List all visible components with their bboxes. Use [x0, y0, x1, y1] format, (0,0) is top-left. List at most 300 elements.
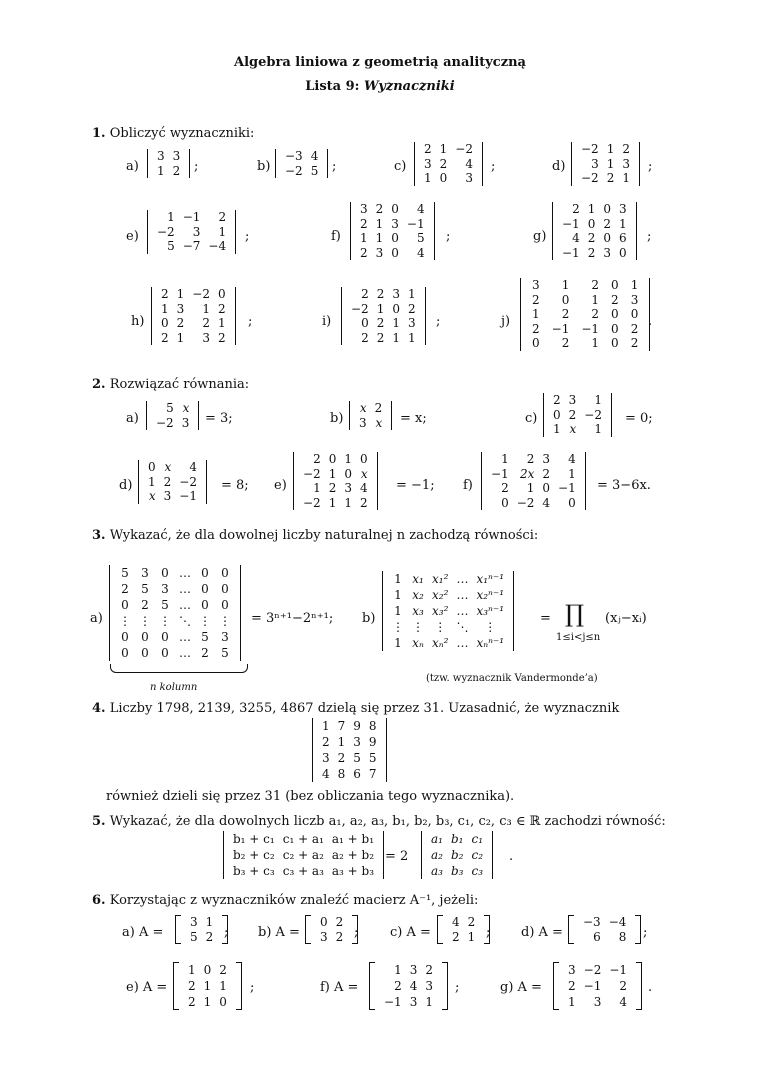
matrix-cell: 1 [176, 287, 185, 301]
matrix-cell: 0 [219, 995, 227, 1009]
matrix-cell: 6 [353, 767, 361, 781]
label-3a: a) [90, 611, 103, 626]
matrix-cell: 0 [391, 245, 399, 260]
matrix-cell: 2 [526, 452, 535, 466]
matrix-cell: 1 [424, 171, 432, 185]
rhs-2f: = 3−6x. [597, 478, 651, 493]
matrix-cell: 2 [587, 245, 596, 260]
matrix-cell: 2 [439, 156, 448, 171]
matrix-cell: −1 [551, 321, 570, 336]
matrix-cell: 2 [591, 307, 600, 321]
det-3a [109, 565, 241, 661]
separator: . [648, 980, 653, 995]
matrix-cell: 1 [376, 301, 385, 316]
matrix-cell: 2 [176, 316, 185, 330]
matrix-cell: x₂ⁿ⁻¹ [476, 588, 505, 602]
matrix-cell: a₂ + b₂ [331, 848, 375, 862]
matrix-cell: 4 [568, 452, 576, 466]
label-6a: a) A = [122, 925, 164, 940]
matrix-cell: 1 [167, 210, 175, 224]
matrix-cell: 8 [368, 719, 377, 733]
matrix-cell: 2 [553, 393, 561, 407]
matrix-cell: 2 [328, 481, 337, 495]
det-2c [543, 393, 612, 437]
label-2b: b) [330, 411, 344, 426]
matrix-cell: 2 [568, 979, 576, 993]
matrix-cell: 0 [361, 316, 369, 330]
matrix-cell: 2 [360, 216, 368, 231]
matrix-cell: 0 [618, 245, 627, 260]
page-subtitle [0, 79, 760, 94]
matrix-cell: 0 [201, 598, 209, 612]
matrix-cell: 4 [416, 245, 425, 260]
matrix-cell: 3 [190, 915, 198, 929]
matrix-cell: 2 [217, 330, 226, 345]
matrix-cell: 0 [611, 307, 619, 321]
matrix-cell: −7 [182, 239, 201, 253]
separator: ; [245, 229, 250, 244]
matrix-cell: −4 [608, 915, 627, 929]
matrix-cell: 1 [587, 202, 596, 216]
matrix-cell: 1 [148, 474, 156, 489]
problem-3-text: Wykazać, że dla dowolnej liczby naturalnej n zachodzą równości: [109, 528, 539, 543]
matrix-cell: 3 [568, 393, 577, 407]
matrix-cell: c₃ + a₃ [282, 864, 324, 878]
matrix-cell: −2 [285, 163, 303, 178]
matrix-cell: 2 [452, 929, 460, 944]
separator: ; [486, 925, 491, 940]
matrix-cell: 2 [591, 278, 600, 292]
matrix-cell: 1 [630, 278, 639, 292]
label-1d: d) [552, 159, 566, 174]
matrix-cell: 2 [188, 995, 196, 1009]
matrix-cell: 4 [572, 231, 580, 245]
matrix-cell: 3 [407, 316, 416, 330]
matrix-cell: 1 [360, 231, 368, 245]
problem-6-text: Korzystając z wyznaczników znaleźć macierz A⁻¹, jeżeli: [109, 893, 479, 908]
product-subscript: 1≤i<j≤n [556, 632, 601, 643]
matrix-cell: 4 [189, 460, 197, 474]
matrix-cell: … [456, 588, 469, 602]
matrix-cell: −2 [303, 466, 321, 481]
matrix-cell: 3 [221, 630, 229, 644]
matrix-cell: 1 [606, 156, 615, 171]
matrix-cell: 2 [603, 216, 611, 231]
matrix-cell: 2 [561, 336, 570, 350]
matrix-cell: 0 [587, 216, 596, 231]
matrix-cell: 0 [561, 292, 570, 307]
matrix-cell: 1 [205, 915, 214, 929]
matrix-cell: 5 [221, 646, 229, 660]
matrix-cell: −2 [581, 142, 599, 156]
matrix-cell: b₂ + c₂ [233, 848, 275, 862]
matrix-cell: 0 [630, 307, 639, 321]
matrix-cell: 2 [467, 915, 476, 929]
matrix-cell: 0 [121, 646, 129, 660]
matrix-cell: x₁² [432, 572, 449, 586]
matrix-cell: c₂ + a₂ [282, 848, 324, 862]
matrix-cell: 2 [361, 287, 369, 301]
matrix-cell: 1 [392, 316, 400, 330]
matrix-cell: 3 [141, 566, 149, 580]
matrix-cell: ⋮ [139, 614, 151, 628]
matrix-cell: 2 [619, 979, 628, 993]
separator: ; [224, 925, 229, 940]
matrix-cell: 5 [368, 751, 377, 765]
product-symbol: ∏ [565, 600, 585, 628]
matrix-cell: 2 [188, 979, 196, 993]
matrix-cell: 5 [121, 566, 129, 580]
matrix-cell: … [456, 604, 469, 618]
label-1c: c) [394, 159, 407, 174]
problem-3-header [92, 528, 538, 543]
matrix-cell: 1 [594, 393, 602, 407]
det-1h [151, 287, 236, 345]
underbrace-label: n kolumn [150, 682, 198, 693]
matrix-cell: 2 [121, 582, 129, 596]
label-2d: d) [119, 478, 133, 493]
matrix-cell: 0 [201, 582, 209, 596]
separator: ; [455, 980, 460, 995]
matrix-cell: 3 [163, 489, 172, 503]
matrix-cell: a₁ + b₁ [331, 832, 375, 846]
matrix-cell: 3 [344, 481, 352, 495]
matrix-cell: 2 [374, 401, 383, 415]
label-2c: c) [525, 411, 538, 426]
matrix-cell: 5 [141, 582, 149, 596]
matrix-cell: −1 [558, 481, 576, 495]
matrix-cell: 3 [542, 452, 551, 466]
matrix-cell: 2 [359, 495, 368, 510]
matrix-cell: 1 [176, 330, 185, 345]
det-1e [147, 210, 236, 254]
matrix-cell: 4 [542, 495, 551, 510]
subtitle-prefix: Lista 9: [305, 79, 360, 94]
matrix-cell: 0 [611, 278, 619, 292]
matrix-cell: c₂ [471, 848, 483, 862]
problem-2-header [92, 377, 249, 392]
label-1i: i) [322, 314, 332, 329]
matrix-cell: 2 [161, 287, 169, 301]
matrix-cell: 2 [622, 142, 630, 156]
matrix-cell: 1 [328, 466, 337, 481]
matrix-cell: 5 [167, 239, 175, 253]
matrix-cell: 4 [416, 202, 425, 216]
matrix-cell: 3 [359, 415, 367, 430]
separator: ; [194, 159, 199, 174]
matrix-cell: −2 [583, 963, 602, 977]
matrix-cell: x₂ [412, 588, 424, 602]
matrix-cell: … [179, 630, 191, 644]
problem-1-header [92, 126, 254, 141]
matrix-cell: 3 [618, 202, 627, 216]
matrix-cell: 2 [335, 915, 344, 929]
label-6c: c) A = [390, 925, 431, 940]
matrix-6e [173, 962, 242, 1010]
matrix-cell: 1 [501, 452, 509, 466]
matrix-cell: 3 [172, 149, 181, 163]
det-1i [341, 287, 426, 345]
matrix-cell: 3 [425, 979, 433, 993]
rhs-2d: = 8; [221, 478, 249, 493]
matrix-cell: 3 [360, 202, 368, 216]
matrix-cell: 2 [394, 979, 402, 993]
matrix-cell: 0 [391, 231, 399, 245]
matrix-cell: 2 [201, 646, 209, 660]
matrix-cell: x₁ⁿ⁻¹ [476, 572, 505, 586]
matrix-cell: 4 [359, 481, 368, 495]
matrix-cell: 1 [344, 495, 352, 510]
matrix-cell: 4 [409, 979, 418, 993]
problem-2-text: Rozwiązać równania: [109, 377, 250, 392]
matrix-cell: 0 [344, 466, 352, 481]
matrix-cell: c₁ + a₁ [282, 832, 324, 846]
matrix-cell: … [179, 566, 191, 580]
rhs-2e: = −1; [396, 478, 435, 493]
matrix-cell: 3 [320, 929, 328, 944]
matrix-cell: 6 [593, 929, 601, 944]
matrix-cell: x [375, 415, 383, 430]
matrix-cell: −2 [157, 224, 175, 239]
det-1d [571, 142, 640, 186]
matrix-cell: 3 [465, 171, 473, 185]
vandermonde-note: (tzw. wyznacznik Vandermonde’a) [426, 673, 598, 684]
matrix-cell: … [179, 598, 191, 612]
matrix-6b [305, 915, 358, 944]
matrix-cell: 5 [190, 929, 198, 944]
matrix-cell: ⋱ [456, 620, 469, 634]
matrix-cell: −1 [384, 995, 402, 1009]
det-5-right [421, 831, 493, 879]
matrix-cell: −2 [156, 415, 174, 430]
separator: ; [647, 229, 652, 244]
matrix-cell: 0 [148, 460, 156, 474]
matrix-cell: 2 [322, 735, 330, 749]
problem-1-number: 1. [92, 126, 106, 141]
matrix-cell: 0 [391, 202, 399, 216]
matrix-6g [553, 962, 642, 1010]
matrix-cell: 1 [203, 995, 212, 1009]
matrix-cell: 1 [568, 995, 576, 1009]
matrix-cell: 4 [310, 149, 319, 163]
matrix-cell: −2 [303, 495, 321, 510]
matrix-cell: 1 [322, 719, 330, 733]
matrix-cell: 1 [394, 572, 402, 586]
matrix-cell: … [456, 636, 469, 650]
matrix-cell: 1 [618, 216, 627, 231]
matrix-cell: 1 [337, 735, 346, 749]
matrix-cell: 3 [353, 735, 361, 749]
det-1f [350, 202, 435, 260]
matrix-6d [568, 915, 641, 944]
matrix-cell: ⋮ [434, 620, 447, 634]
matrix-cell: ⋮ [159, 614, 171, 628]
matrix-cell: … [179, 582, 191, 596]
matrix-cell: 0 [221, 582, 229, 596]
matrix-cell: 3 [424, 156, 432, 171]
matrix-cell: 1 [375, 216, 384, 231]
matrix-cell: ⋮ [392, 620, 404, 634]
matrix-cell: x₃ⁿ⁻¹ [476, 604, 505, 618]
matrix-cell: 2 [172, 163, 181, 178]
label-1h: h) [131, 314, 145, 329]
matrix-cell: 2 [163, 474, 172, 489]
matrix-cell: 0 [359, 452, 368, 466]
matrix-cell: 1 [313, 481, 321, 495]
matrix-cell: −4 [208, 239, 227, 253]
matrix-cell: 0 [141, 646, 149, 660]
matrix-cell: ⋮ [119, 614, 131, 628]
matrix-cell: 1 [344, 452, 352, 466]
label-1f: f) [331, 229, 341, 244]
matrix-cell: 3 [409, 963, 418, 977]
matrix-cell: −2 [584, 407, 602, 422]
separator: ; [248, 314, 253, 329]
matrix-cell: −2 [351, 301, 369, 316]
underbrace [110, 664, 248, 673]
separator: ; [354, 925, 359, 940]
matrix-cell: 0 [203, 963, 212, 977]
problem-1-text: Obliczyć wyznaczniki: [109, 126, 255, 141]
matrix-cell: 2 [376, 287, 385, 301]
matrix-cell: 2 [161, 330, 169, 345]
rhs-2c: = 0; [625, 411, 653, 426]
matrix-cell: 2 [606, 171, 615, 185]
matrix-cell: −2 [455, 142, 473, 156]
matrix-cell: 1 [407, 287, 416, 301]
det-5-left [223, 831, 384, 879]
rhs-2b: = x; [400, 411, 427, 426]
matrix-cell: x₂² [432, 588, 449, 602]
label-1b: b) [257, 159, 271, 174]
matrix-cell: −3 [285, 149, 303, 163]
matrix-cell: 1 [394, 636, 402, 650]
matrix-cell: x [182, 401, 190, 415]
matrix-cell: xₙ [412, 636, 424, 650]
separator: ; [491, 159, 496, 174]
period-5: . [509, 849, 514, 864]
matrix-cell: … [179, 646, 191, 660]
matrix-cell: a₃ [431, 864, 443, 878]
problem-5-text: Wykazać, że dla dowolnych liczb a₁, a₂, a₃, b₁, b₂, b₃, c₁, c₂, c₃ ∈ ℝ zachodzi równość: [109, 814, 666, 829]
matrix-cell: 2 [630, 321, 639, 336]
matrix-cell: 1 [553, 422, 561, 436]
matrix-cell: 0 [221, 598, 229, 612]
problem-4-header [92, 701, 619, 716]
rhs-3a: = 3ⁿ⁺¹−2ⁿ⁺¹; [251, 611, 334, 626]
matrix-cell: 2 [217, 301, 226, 316]
det-1b [275, 149, 328, 178]
matrix-cell: x₃² [432, 604, 449, 618]
matrix-cell: 0 [121, 630, 129, 644]
matrix-cell: 5 [353, 751, 361, 765]
product-term: (xⱼ−xᵢ) [605, 611, 647, 626]
separator: ; [250, 980, 255, 995]
matrix-cell: 2 [313, 452, 321, 466]
det-2b [349, 401, 392, 430]
matrix-cell: b₃ [450, 864, 464, 878]
matrix-cell: 1 [392, 330, 400, 345]
det-4 [312, 718, 387, 782]
label-2f: f) [463, 478, 473, 493]
matrix-cell: x₁ [412, 572, 424, 586]
matrix-cell: 0 [603, 231, 611, 245]
separator: ; [446, 229, 451, 244]
matrix-cell: 3 [409, 995, 418, 1009]
matrix-cell: 0 [439, 171, 448, 185]
matrix-cell: 2 [407, 301, 416, 316]
matrix-cell: ⋮ [199, 614, 211, 628]
matrix-cell: 2 [611, 292, 619, 307]
matrix-cell: ⋮ [484, 620, 497, 634]
matrix-cell: −2 [179, 474, 197, 489]
separator: ; [648, 159, 653, 174]
matrix-cell: 3 [322, 751, 330, 765]
matrix-cell: 1 [202, 301, 210, 316]
det-2f [481, 452, 586, 510]
matrix-cell: 0 [141, 630, 149, 644]
matrix-cell: 2 [219, 963, 227, 977]
matrix-cell: 2 [542, 466, 551, 481]
matrix-cell: 0 [568, 495, 576, 510]
label-6e: e) A = [126, 980, 168, 995]
matrix-cell: 4 [619, 995, 628, 1009]
label-6b: b) A = [258, 925, 300, 940]
matrix-cell: x₃ [412, 604, 424, 618]
matrix-cell: 8 [618, 929, 627, 944]
matrix-cell: 5 [166, 401, 174, 415]
matrix-cell: −1 [182, 210, 201, 224]
matrix-cell: 3 [603, 245, 611, 260]
matrix-cell: ⋱ [179, 614, 191, 628]
matrix-cell: 0 [611, 321, 619, 336]
matrix-cell: 3 [181, 415, 190, 430]
matrix-cell: 2 [218, 210, 227, 224]
matrix-cell: 2 [425, 963, 433, 977]
matrix-cell: 1 [328, 495, 337, 510]
matrix-cell: 0 [392, 301, 400, 316]
matrix-cell: xₙⁿ⁻¹ [476, 636, 505, 650]
matrix-cell: 4 [452, 915, 460, 929]
matrix-cell: a₃ + b₃ [331, 864, 375, 878]
separator: . [648, 314, 653, 329]
separator: ; [332, 159, 337, 174]
matrix-cell: 0 [201, 566, 209, 580]
matrix-cell: x [360, 466, 368, 481]
matrix-cell: 3 [391, 216, 399, 231]
label-1j: j) [501, 314, 511, 329]
matrix-cell: 3 [630, 292, 639, 307]
matrix-cell: 3 [202, 330, 210, 345]
matrix-cell: 3 [176, 301, 185, 316]
matrix-cell: 2 [375, 202, 384, 216]
equals-sign: = [540, 611, 551, 626]
matrix-cell: 2 [587, 231, 596, 245]
matrix-cell: 2 [501, 481, 509, 495]
det-2d [138, 460, 207, 504]
matrix-cell: 5 [161, 598, 169, 612]
matrix-cell: 3 [161, 582, 169, 596]
matrix-cell: 6 [618, 231, 627, 245]
matrix-cell: 1 [203, 979, 212, 993]
matrix-cell: 7 [368, 767, 377, 781]
det-2a [146, 401, 199, 430]
matrix-cell: 2 [335, 929, 344, 944]
matrix-cell: 3 [157, 149, 165, 163]
label-1g: g) [533, 229, 547, 244]
matrix-cell: ⋮ [412, 620, 424, 634]
matrix-cell: 1 [594, 422, 602, 436]
